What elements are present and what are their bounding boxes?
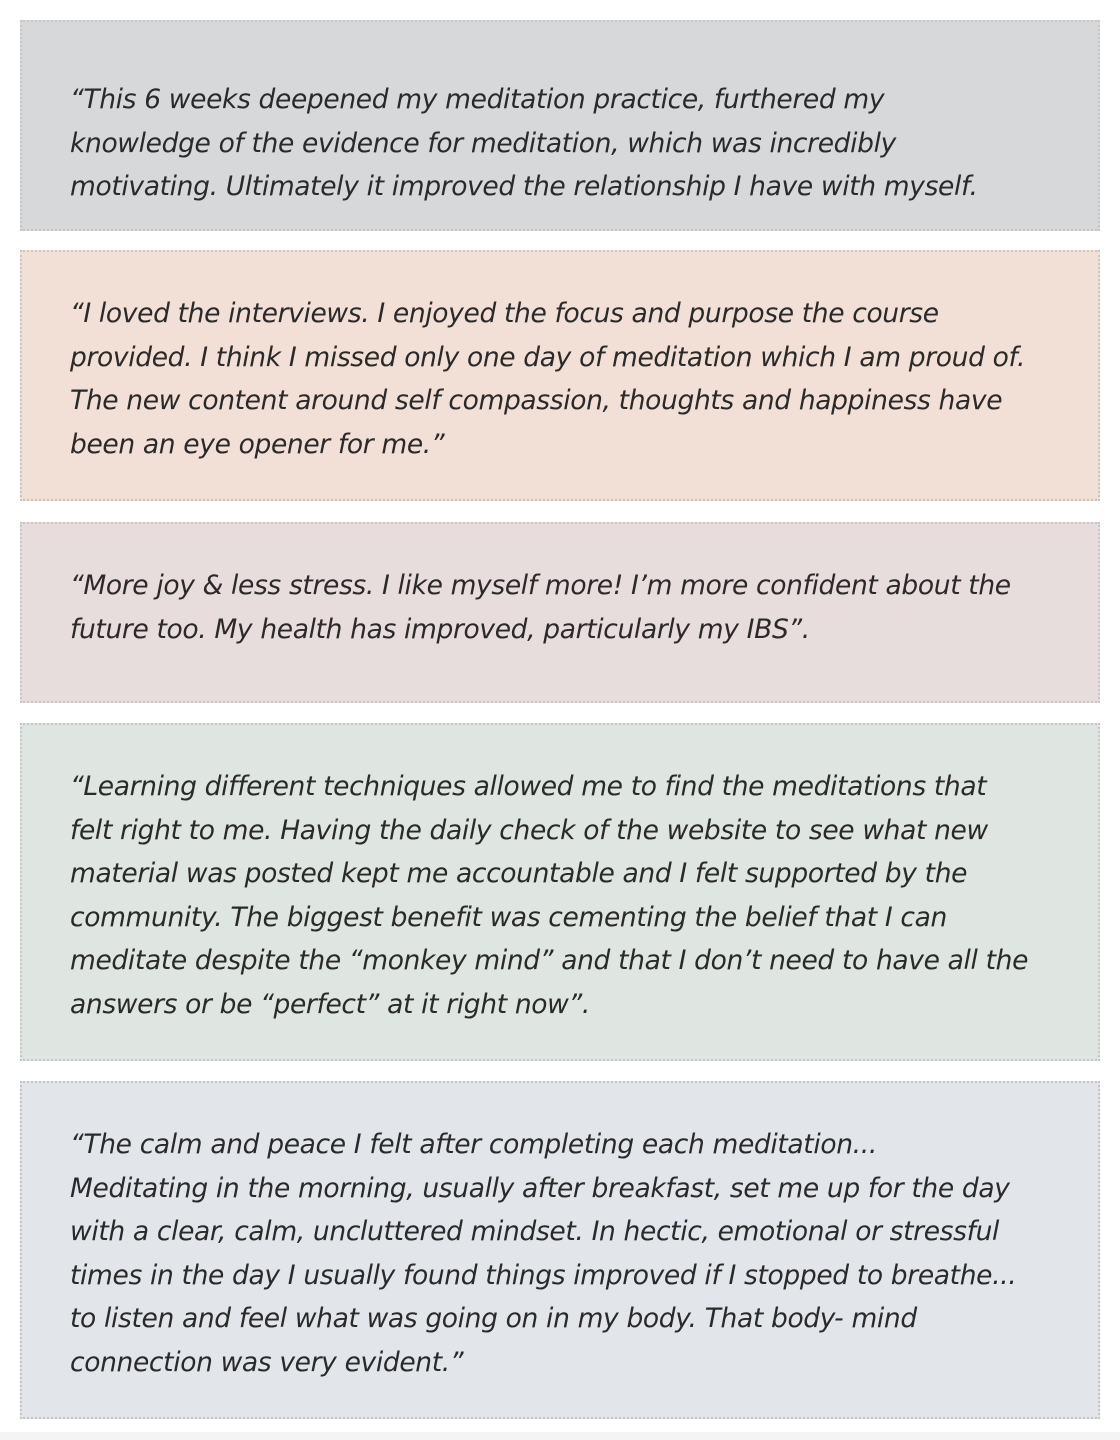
quote-line: motivating. Ultimately it improved the relationship I have with myself. <box>70 171 978 203</box>
testimonial-quote <box>70 1123 1058 1385</box>
testimonial-card <box>20 522 1100 703</box>
testimonial-quote <box>70 765 1058 1027</box>
quote-line: been an eye opener for me.” <box>70 428 445 460</box>
quote-line: times in the day I usually found things improved if I stopped to breathe... <box>70 1259 1017 1291</box>
testimonial-card <box>20 250 1100 501</box>
quote-line: “More joy & less stress. I like myself more! I’m more confident about the <box>70 570 1011 601</box>
quote-line: “This 6 weeks deepened my meditation practice, furthered my <box>70 84 885 115</box>
quote-line: to listen and feel what was going on in my body. That body- mind <box>70 1303 917 1335</box>
quote-line: material was posted kept me accountable and I felt supported by the <box>70 858 968 890</box>
quote-line: felt right to me. Having the daily check of the website to see what new <box>70 814 988 846</box>
testimonial-quote <box>70 564 1058 651</box>
testimonial-card <box>20 723 1100 1061</box>
testimonial-quote <box>70 78 1058 209</box>
quote-line: community. The biggest benefit was cementing the belief that I can <box>70 901 947 933</box>
testimonial-card <box>20 20 1100 231</box>
quote-line: with a clear, calm, uncluttered mindset. In hectic, emotional or stressful <box>70 1216 1000 1248</box>
quote-line: “The calm and peace I felt after completing each meditation... <box>70 1129 877 1160</box>
quote-line: meditate despite the “monkey mind” and that I don’t need to have all the <box>70 945 1029 977</box>
quote-line: provided. I think I missed only one day of meditation which I am proud of. <box>70 341 1026 373</box>
quote-line: future too. My health has improved, particularly my IBS”. <box>70 613 810 645</box>
quote-line: connection was very evident.” <box>70 1346 464 1378</box>
quote-line: answers or be “perfect” at it right now”. <box>70 988 590 1020</box>
testimonial-quote <box>70 292 1058 466</box>
quote-line: Meditating in the morning, usually after breakfast, set me up for the day <box>70 1172 1010 1204</box>
testimonial-card <box>20 1081 1100 1419</box>
bottom-divider <box>0 1432 1120 1440</box>
quote-line: “Learning different techniques allowed me to find the meditations that <box>70 771 987 802</box>
quote-line: The new content around self compassion, thoughts and happiness have <box>70 385 1003 417</box>
quote-line: “I loved the interviews. I enjoyed the focus and purpose the course <box>70 298 939 329</box>
quote-line: knowledge of the evidence for meditation, which was incredibly <box>70 127 896 159</box>
